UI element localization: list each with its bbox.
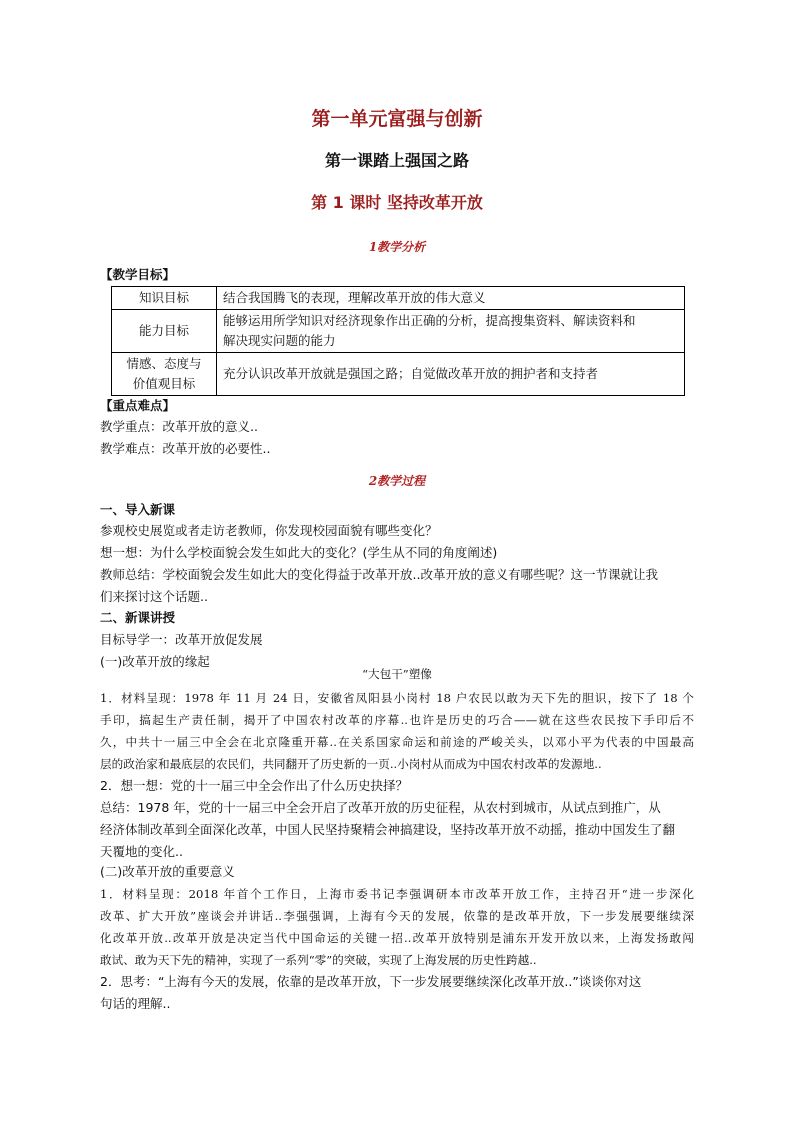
think-line: 句话的理解.. <box>100 996 171 1011</box>
objectives-heading: 【教学目标】 <box>100 267 176 282</box>
objective-label-line: 情感、态度与 <box>126 356 202 371</box>
objective-label: 能力目标 <box>112 310 217 353</box>
unit-title: 第一单元富强与创新 <box>311 108 483 130</box>
objective-content-line: 解决现实问题的能力 <box>223 333 336 348</box>
section-teaching-process: 2教学过程 <box>368 474 426 488</box>
section-teaching-analysis: 1教学分析 <box>368 240 426 254</box>
think-line: 2．思考：“上海有今天的发展，依靠的是改革开放，下一步发展要继续深化改革开放..”谈谈你对这 <box>100 974 642 989</box>
objective-content <box>217 310 685 353</box>
material-line: 手印，搞起生产责任制，揭开了中国农村改革的序幕..也许是历史的巧合——就在这些农民按下手印后不 <box>100 713 694 727</box>
summary-line: 天覆地的变化.. <box>100 844 183 859</box>
material-line: 层的政治家和最底层的农民们，共同翻开了历史新的一页..小岗村从而成为中国农村改革的发源地.. <box>100 757 602 771</box>
material-line: 久，中共十一届三中全会在北京隆重开幕..在关系国家命运和前途的严峻关头，以邓小平为代表的中国最高 <box>100 735 694 749</box>
objective-content: 结合我国腾飞的表现，理解改革开放的伟大意义 <box>217 287 685 310</box>
part2-heading: 二、新课讲授 <box>100 610 176 625</box>
summary-line: 们来探讨这个话题.. <box>100 589 208 604</box>
table-row <box>112 287 685 310</box>
objective-content: 充分认识改革开放就是强国之路；自觉做改革开放的拥护者和支持者 <box>217 353 685 396</box>
material-line: 1．材料呈现：2018 年首个工作日，上海市委书记李强调研本市改革开放工作，主持召开“进一步深化 <box>100 887 694 901</box>
key-point: 教学重点：改革开放的意义.. <box>100 419 258 434</box>
objective-content-line: 能够运用所学知识对经济现象作出正确的分析，提高搜集资料、解读资料和 <box>223 313 636 328</box>
keypoints-heading: 【重点难点】 <box>100 398 176 413</box>
table-row <box>112 353 685 396</box>
period-title: 第 1 课时 坚持改革开放 <box>311 193 483 212</box>
material-line: 敢试、敢为天下先的精神，实现了一系列“零”的突破，实现了上海发展的历史性跨越.. <box>100 953 537 967</box>
part1-heading: 一、导入新课 <box>100 502 176 517</box>
objectives-table <box>111 286 685 396</box>
material-line: 1．材料呈现：1978 年 11 月 24 日，安徽省凤阳县小岗村 18 户农民以敢为天下先的胆识，按下了 18 个 <box>100 691 694 705</box>
lesson-title: 第一课踏上强国之路 <box>324 151 469 170</box>
statue-caption: “大包干”塑像 <box>362 667 432 681</box>
summary-line: 经济体制改革到全面深化改革，中国人民坚持聚精会神搞建设，坚持改革开放不动摇，推动中国发生了翻 <box>100 822 676 837</box>
subsection-heading: (一)改革开放的缘起 <box>100 654 210 669</box>
material-line: 化改革开放..改革开放是决定当代中国命运的关键一招..改革开放特别是浦东开发开放以来，上海发扬敢闯 <box>100 931 694 945</box>
summary-line: 总结：1978 年，党的十一届三中全会开启了改革开放的历史征程，从农村到城市，从试点到推广，从 <box>100 800 661 815</box>
material-line: 改革、扩大开放”座谈会并讲话..李强强调，上海有今天的发展，依靠的是改革开放，下一步发展要继续深 <box>100 909 694 923</box>
difficult-point: 教学难点：改革开放的必要性.. <box>100 441 271 456</box>
intro-line: 想一想：为什么学校面貌会发生如此大的变化？(学生从不同的角度阐述) <box>100 545 498 560</box>
objective-label-line: 价值观目标 <box>132 376 196 391</box>
objective-label <box>112 353 217 396</box>
objective-label: 知识目标 <box>112 287 217 310</box>
goal-heading: 目标导学一：改革开放促发展 <box>100 632 263 647</box>
summary-line: 教师总结：学校面貌会发生如此大的变化得益于改革开放..改革开放的意义有哪些呢？这一节课就让我 <box>100 567 658 582</box>
table-row <box>112 310 685 353</box>
subsection-heading: (二)改革开放的重要意义 <box>100 864 235 879</box>
intro-line: 参观校史展览或者走访老教师，你发现校园面貌有哪些变化？ <box>100 523 438 538</box>
think-line: 2．想一想：党的十一届三中全会作出了什么历史抉择？ <box>100 778 408 793</box>
